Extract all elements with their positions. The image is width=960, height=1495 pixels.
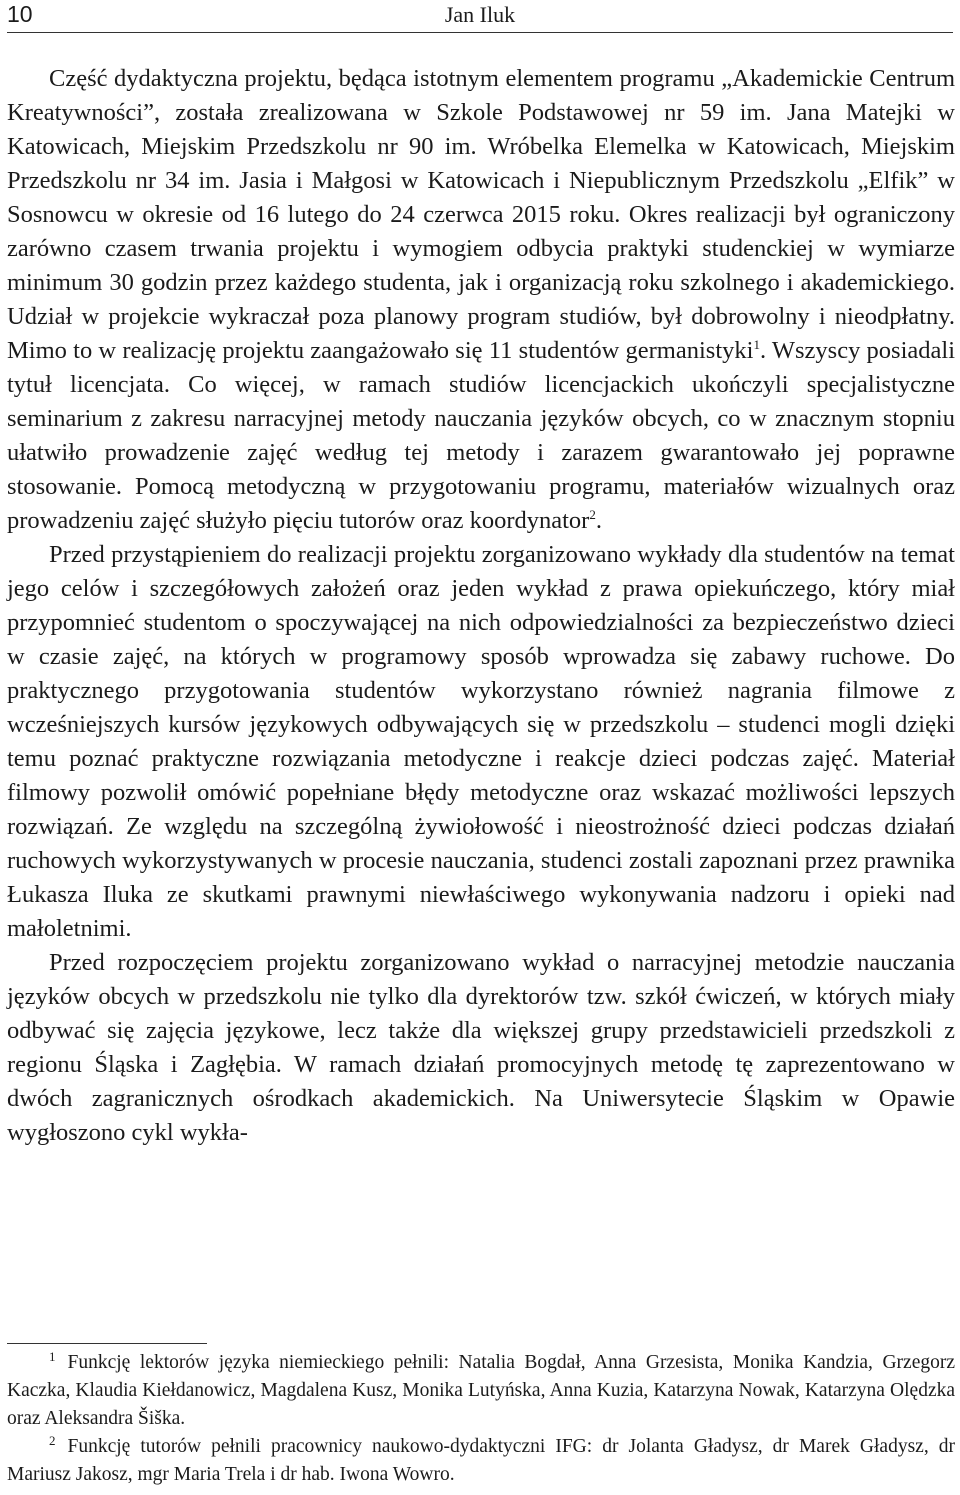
footnote-2-text: Funkcję tutorów pełnili pracownicy naukowo-dydaktyczni IFG: dr Jolanta Gładysz, dr Marek Gładysz, dr Mariusz Jakosz, mgr Maria Trela i dr hab. Iwona Wowro. [7, 1436, 955, 1485]
paragraph-2: Przed przystąpieniem do realizacji projektu zorganizowano wykłady dla studentów na temat jego celów i szczegółowych założeń oraz jeden wykład z prawa opiekuńczego, który miał przypomnieć studentom o spoczywającej na nich odpowiedzialności za bezpieczeństwo dzieci w czasie zajęć, na których w programowy sposób wprowadza się zabawy ruchowe. Do praktycznego przygotowania studentów wykorzystano również nagrania filmowe z wcześniejszych kursów językowych odbywających się w przedszkolu – studenci mogli dzięki temu poznać praktyczne rozwiązania metodyczne i reakcje dzieci podczas zajęć. Materiał filmowy pozwolił omówić popełniane błędy metodyczne oraz wskazać możliwości lepszych rozwiązań. Ze względu na szczególną żywiołowość i nieostrożność dzieci podczas działań ruchowych wykorzystywanych w procesie nauczania, studenci zostali zapoznani przez prawnika Łukasza Iluka ze skutkami prawnymi niewłaściwego wykonywania nadzoru i opieki nad małoletnimi. [7, 541, 955, 942]
footnote-ref-1: 1 [753, 337, 760, 352]
paragraph-3: Przed rozpoczęciem projektu zorganizowano wykład o narracyjnej metodzie nauczania języków obcych w przedszkolu nie tylko dla dyrektorów tzw. szkół ćwiczeń, w których miały odbywać się zajęcia językowe, lecz także dla większej grupy przedstawicieli przedszkoli z regionu Śląska i Zagłębia. W ramach działań promocyjnych metodę tę zaprezentowano w dwóch zagranicznych ośrodkach akademickich. Na Uniwersytecie Śląskim w Opawie wygłoszono cykl wykła- [7, 949, 955, 1146]
footnote-1-mark: 1 [49, 1349, 56, 1364]
footnote-ref-2: 2 [589, 507, 596, 522]
paragraph-1-part-b: . Wszyscy posiadali tytuł licencjata. Co więcej, w ramach studiów licencjackich ukończyli specjalistyczne seminarium z zakresu narracyjnej metody nauczania języków obcych, co w znacznym stopniu ułatwiło prowadzenie zajęć według tej metody i zarazem gwarantowało jej poprawne stosowanie. Pomocą metodyczną w przygotowaniu programu, materiałów wizualnych oraz prowadzeniu zajęć służyło pięciu tutorów oraz koordynator [7, 337, 956, 534]
running-header [7, 0, 953, 33]
footnotes [7, 1349, 955, 1489]
page-number: 10 [7, 1, 33, 27]
footnote-2-mark: 2 [49, 1433, 56, 1448]
running-header-author: Jan Iluk [444, 2, 516, 27]
body-text [7, 62, 955, 1150]
footnote-1-text: Funkcję lektorów języka niemieckiego pełnili: Natalia Bogdał, Anna Grzesista, Monika Kandzia, Grzegorz Kaczka, Klaudia Kiełdanowicz, Magdalena Kusz, Monika Lutyńska, Anna Kuzia, Katarzyna Nowak, Katarzyna Olędzka oraz Aleksandra Šiška. [7, 1352, 955, 1429]
footnote-separator [7, 1343, 207, 1344]
paragraph-1-part-a: Część dydaktyczna projektu, będąca istotnym elementem programu „Akademickie Centrum Kreatywności”, została zrealizowana w Szkole Podstawowej nr 59 im. Jana Matejki w Katowicach, Miejskim Przedszkolu nr 90 im. Wróbelka Elemelka w Katowicach, Miejskim Przedszkolu nr 34 im. Jasia i Małgosi w Katowicach i Niepublicznym Przedszkolu „Elfik” w Sosnowcu w okresie od 16 lutego do 24 czerwca 2015 roku. Okres realizacji był ograniczony zarówno czasem trwania projektu i wymogiem odbycia praktyki studenckiej w wymiarze minimum 30 godzin przez każdego studenta, jak i organizacją roku szkolnego i akademickiego. Udział w projekcie wykraczał poza planowy program studiów, był dobrowolny i nieodpłatny. Mimo to w realizację projektu zaangażowało się 11 studentów germanistyki [7, 65, 955, 364]
footnote-1 [7, 1349, 955, 1433]
footnote-2 [7, 1433, 955, 1489]
paragraph-1 [7, 62, 955, 538]
paragraph-1-part-c: . [595, 507, 602, 534]
